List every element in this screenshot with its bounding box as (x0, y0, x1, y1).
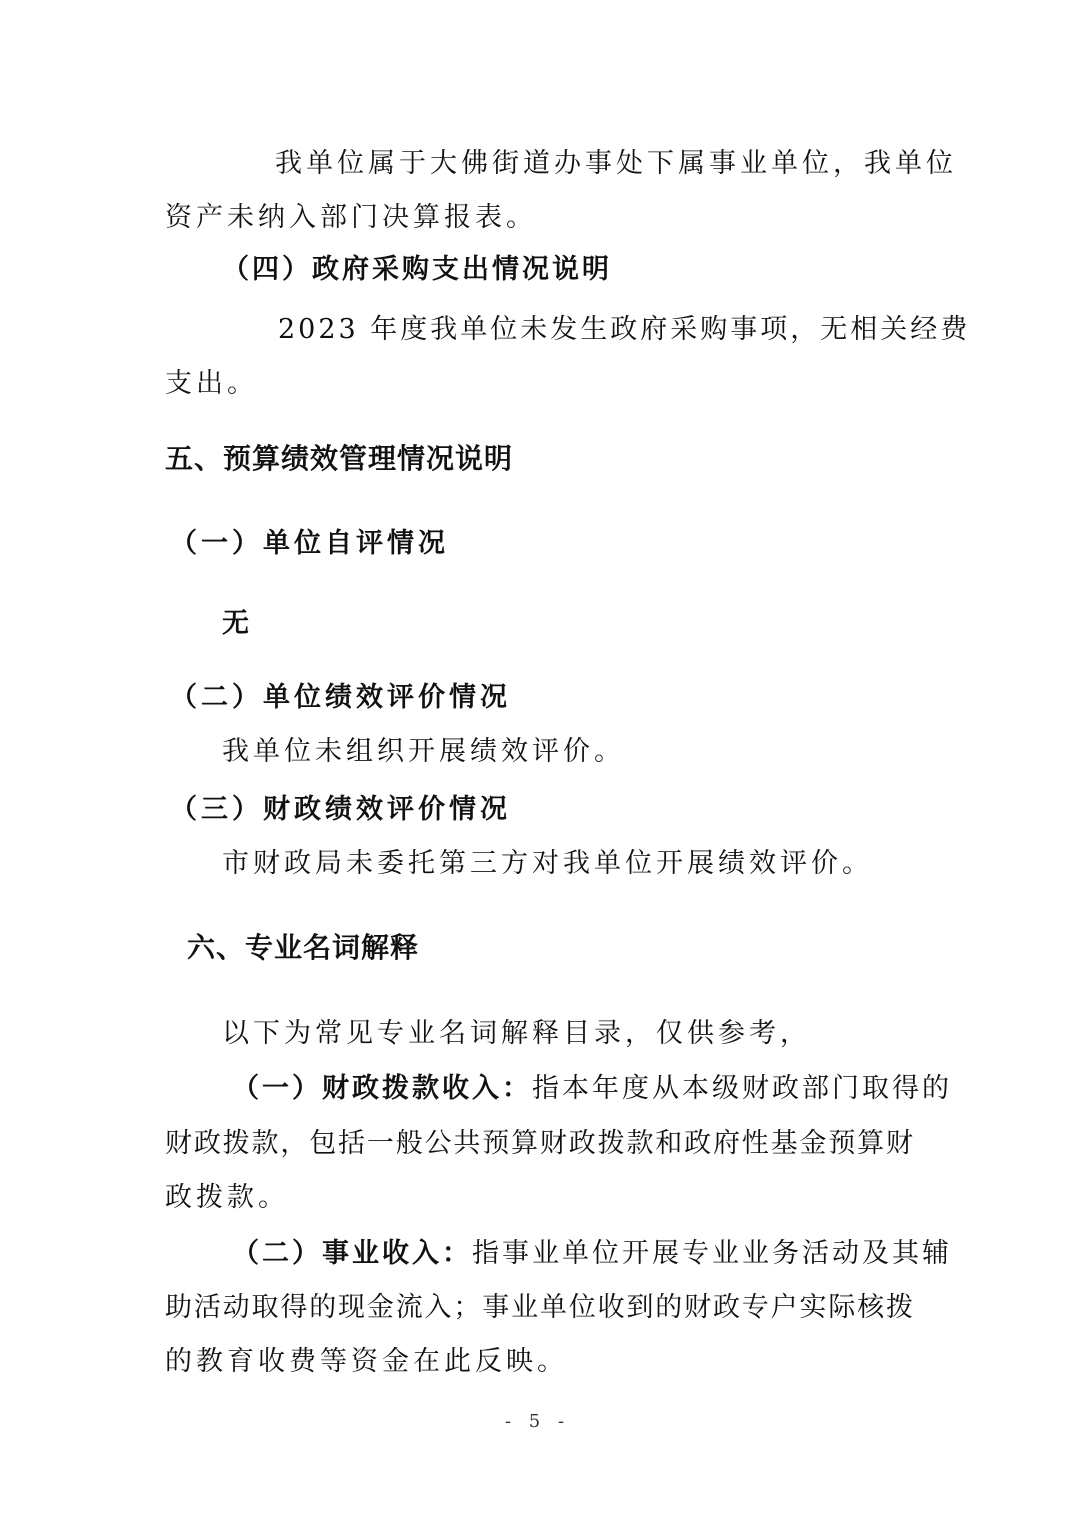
part-5-sub-2-heading: （二）单位绩效评价情况 (170, 682, 511, 713)
term-1-line-2: 财政拨款，包括一般公共预算财政拨款和政府性基金预算财 (165, 1128, 913, 1159)
part-5-heading: 五、预算绩效管理情况说明 (165, 442, 514, 475)
section-4-heading: （四）政府采购支出情况说明 (222, 254, 612, 285)
term-2-line-1 (232, 1236, 952, 1272)
part-6-intro: 以下为常见专业名词解释目录，仅供参考， (222, 1018, 811, 1049)
assets-paragraph-line-2: 资产未纳入部门决算报表。 (165, 202, 537, 233)
term-2-label: （二）事业收入： (232, 1238, 472, 1269)
assets-paragraph-line-1: 我单位属于大佛街道办事处下属事业单位，我单位 (275, 148, 957, 179)
term-1-line-1 (232, 1071, 952, 1107)
part-5-sub-3-text: 市财政局未委托第三方对我单位开展绩效评价。 (222, 848, 873, 879)
term-2-line-2: 助活动取得的现金流入；事业单位收到的财政专户实际核拨 (165, 1292, 913, 1323)
term-1-line-3: 政拨款。 (165, 1182, 289, 1213)
section-4-paragraph-line-2: 支出。 (165, 368, 258, 399)
term-2-definition-start: 指事业单位开展专业业务活动及其辅 (472, 1238, 952, 1269)
page-number: - 5 - (504, 1411, 571, 1432)
part-5-sub-1-heading: （一）单位自评情况 (170, 528, 449, 559)
part-5-sub-1-text: 无 (222, 608, 253, 639)
term-1-definition-start: 指本年度从本级财政部门取得的 (532, 1073, 952, 1104)
section-4-paragraph-line-1: 2023 年度我单位未发生政府采购事项，无相关经费 (278, 314, 971, 345)
part-6-heading: 六、专业名词解释 (187, 931, 420, 964)
part-5-sub-3-heading: （三）财政绩效评价情况 (170, 794, 511, 825)
part-5-sub-2-text: 我单位未组织开展绩效评价。 (222, 736, 625, 767)
term-1-label: （一）财政拨款收入： (232, 1073, 532, 1104)
term-2-line-3: 的教育收费等资金在此反映。 (165, 1346, 568, 1377)
